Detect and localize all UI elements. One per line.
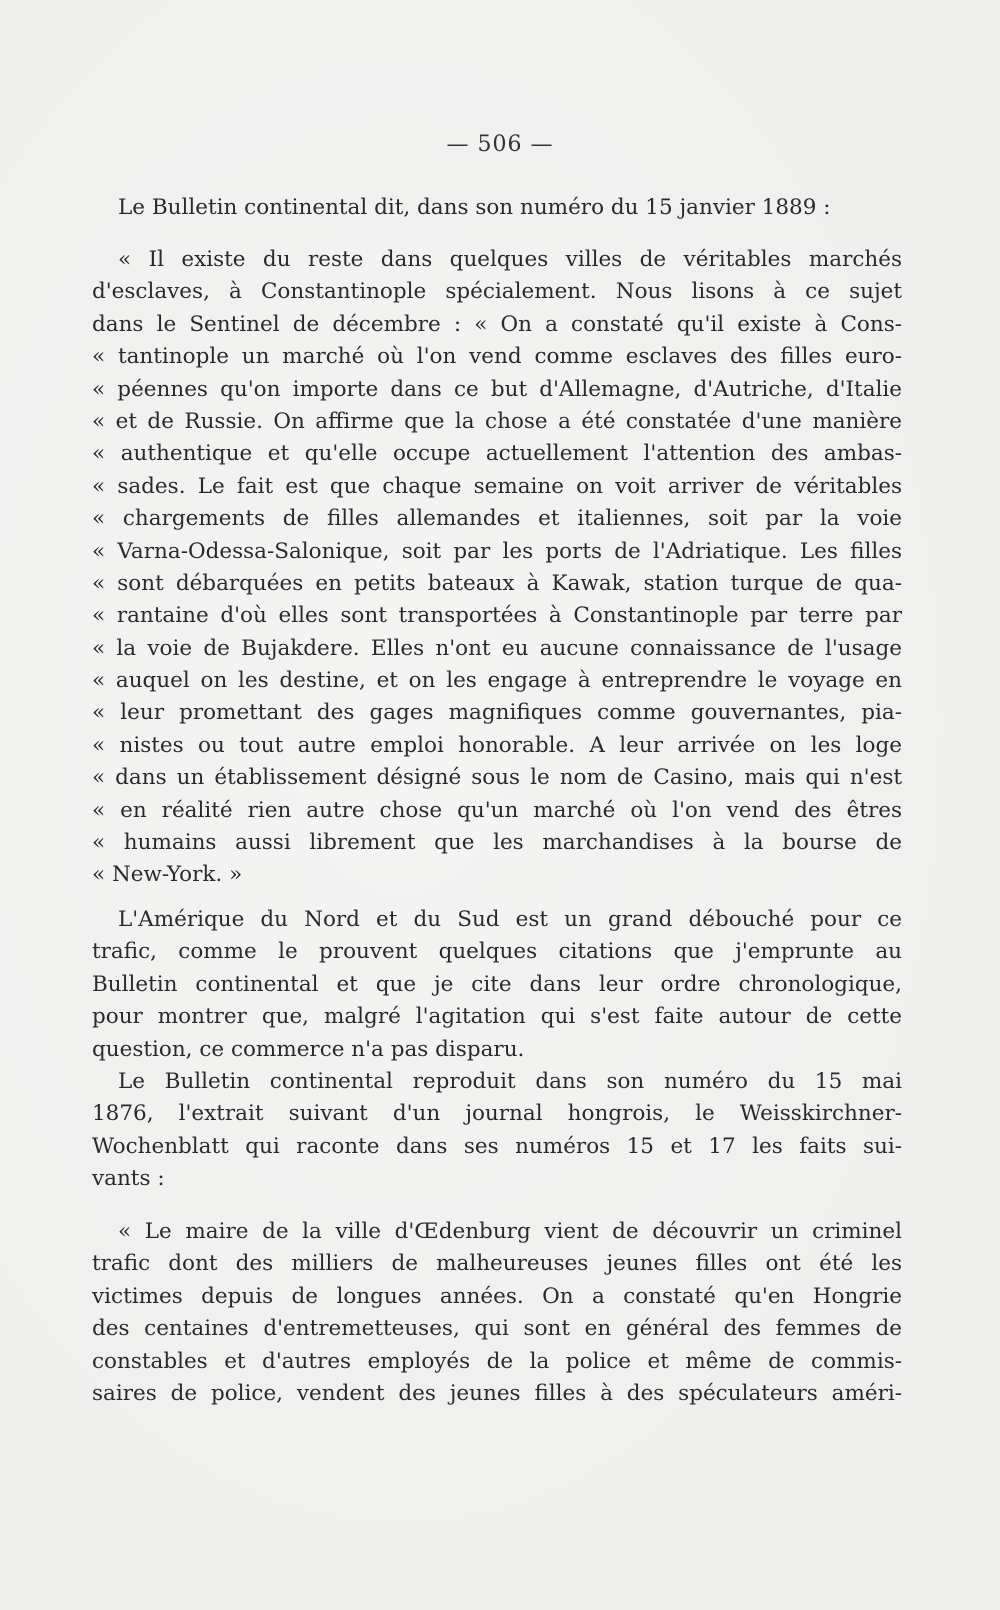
text-line: « la voie de Bujakdere. Elles n'ont eu aucune connaissance de l'usage — [92, 635, 902, 661]
text-line: victimes depuis de longues années. On a constaté qu'en Hongrie — [92, 1283, 902, 1309]
text-line: « humains aussi librement que les marchandises à la bourse de — [92, 830, 902, 856]
paragraph-bulletin — [92, 1066, 902, 1196]
text-line: « authentique et qu'elle occupe actuellement l'attention des ambas- — [92, 441, 902, 467]
text-line: « Varna-Odessa-Salonique, soit par les ports de l'Adriatique. Les filles — [92, 538, 902, 564]
text-line: Wochenblatt qui raconte dans ses numéros 15 et 17 les faits sui- — [92, 1133, 902, 1159]
text-line: vants : — [92, 1166, 165, 1192]
text-line: Bulletin continental et que je cite dans leur ordre chronologique, — [92, 971, 902, 997]
text-line: pour montrer que, malgré l'agitation qui s'est faite autour de cette — [92, 1004, 902, 1030]
text-line: « et de Russie. On affirme que la chose a été constatée d'une manière — [92, 408, 902, 434]
text-line: « sades. Le fait est que chaque semaine on voit arriver de véritables — [92, 473, 902, 499]
text-line: trafic dont des milliers de malheureuses jeunes filles ont été les — [92, 1251, 902, 1277]
text-line: dans le Sentinel de décembre : « On a constaté qu'il existe à Cons- — [92, 311, 902, 337]
text-line: des centaines d'entremetteuses, qui sont en général des femmes de — [92, 1316, 902, 1342]
text-line: constables et d'autres employés de la police et même de commis- — [92, 1348, 902, 1374]
text-line: Le Bulletin continental dit, dans son numéro du 15 janvier 1889 : — [118, 195, 831, 220]
text-line: L'Amérique du Nord et du Sud est un grand débouché pour ce — [118, 907, 902, 932]
text-line: « dans un établissement désigné sous le nom de Casino, mais qui n'est — [92, 765, 902, 791]
text-line: « sont débarquées en petits bateaux à Kawak, station turque de qua- — [92, 570, 902, 596]
text-line: Le Bulletin continental reproduit dans son numéro du 15 mai — [118, 1069, 902, 1094]
page-number: — 506 — — [446, 132, 554, 157]
text-line: 1876, l'extrait suivant d'un journal hongrois, le Weisskirchner- — [92, 1101, 902, 1127]
text-line: « en réalité rien autre chose qu'un marché où l'on vend des êtres — [92, 797, 902, 823]
text-line: d'esclaves, à Constantinople spécialement. Nous lisons à ce sujet — [92, 279, 902, 305]
text-line: « nistes ou tout autre emploi honorable. A leur arrivée on les loge — [92, 732, 902, 758]
text-line: « New-York. » — [92, 862, 243, 888]
text-line: « rantaine d'où elles sont transportées à Constantinople par terre par — [92, 603, 902, 629]
text-line: trafic, comme le prouvent quelques citations que j'emprunte au — [92, 939, 902, 965]
text-line: question, ce commerce n'a pas disparu. — [92, 1036, 525, 1062]
paragraph-america — [92, 904, 902, 1066]
quoted-paragraph — [92, 244, 902, 892]
text-line: « auquel on les destine, et on les engage à entreprendre le voyage en — [92, 668, 902, 694]
text-line: « Il existe du reste dans quelques villes de véritables marchés — [118, 247, 902, 272]
text-line: « Le maire de la ville d'Œdenburg vient de découvrir un criminel — [118, 1219, 902, 1244]
text-line: « péennes qu'on importe dans ce but d'Allemagne, d'Autriche, d'Italie — [92, 376, 902, 402]
text-line: saires de police, vendent des jeunes filles à des spéculateurs améri- — [92, 1380, 902, 1406]
text-line: « tantinople un marché où l'on vend comme esclaves des filles euro- — [92, 344, 902, 370]
quoted-paragraph-oedenburg — [92, 1216, 902, 1410]
text-line: « leur promettant des gages magnifiques comme gouvernantes, pia- — [92, 700, 902, 726]
text-line: « chargements de filles allemandes et italiennes, soit par la voie — [92, 506, 902, 532]
intro-paragraph — [92, 192, 902, 224]
